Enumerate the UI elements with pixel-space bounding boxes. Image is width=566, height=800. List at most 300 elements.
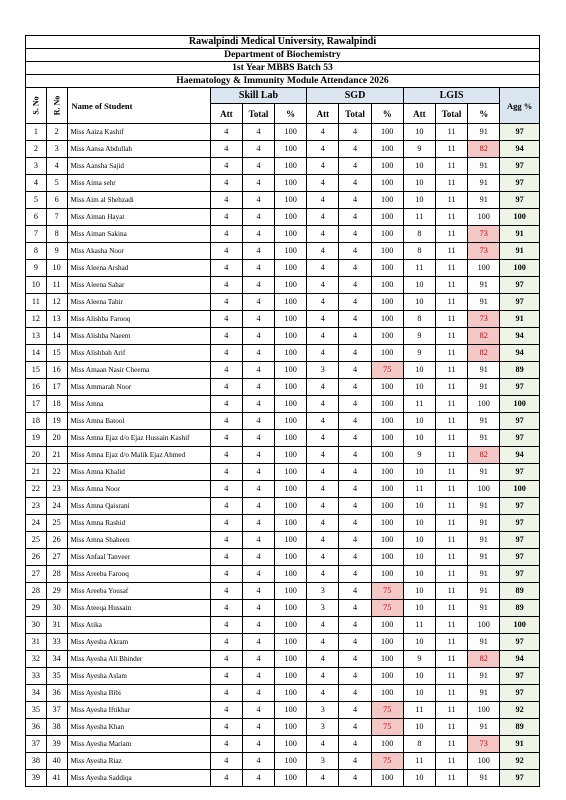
- sgd-pct-cell: 100: [371, 481, 403, 498]
- lgis-pct-cell: 91: [468, 379, 500, 396]
- skill-att-cell: 4: [210, 515, 242, 532]
- lgis-pct-cell: 91: [468, 362, 500, 379]
- sgd-pct-cell: 75: [371, 362, 403, 379]
- agg-cell: 97: [500, 549, 540, 566]
- r-no-cell: 12: [46, 294, 67, 311]
- lgis-pct-cell: 82: [468, 345, 500, 362]
- lgis-att-cell: 10: [403, 770, 435, 787]
- skill-total-cell: 4: [242, 192, 274, 209]
- skill-pct-cell: 100: [275, 209, 307, 226]
- s-no-cell: 34: [26, 685, 47, 702]
- lgis-total-cell: 11: [435, 583, 467, 600]
- skill-total-cell: 4: [242, 175, 274, 192]
- skill-total-cell: 4: [242, 345, 274, 362]
- lgis-att-cell: 9: [403, 141, 435, 158]
- university-title: Rawalpindi Medical University, Rawalpindi: [26, 36, 540, 49]
- table-row: [26, 328, 540, 345]
- lgis-att-cell: 8: [403, 736, 435, 753]
- student-name-cell: Miss Amna Rashid: [67, 515, 210, 532]
- lgis-att-cell: 8: [403, 243, 435, 260]
- skill-att-cell: 4: [210, 158, 242, 175]
- lgis-att-cell: 10: [403, 158, 435, 175]
- attendance-table: [25, 35, 540, 787]
- table-row: [26, 736, 540, 753]
- skill-att-cell: 4: [210, 209, 242, 226]
- lgis-att-cell: 10: [403, 532, 435, 549]
- sgd-pct-cell: 75: [371, 600, 403, 617]
- agg-cell: 91: [500, 311, 540, 328]
- r-no-cell: 21: [46, 447, 67, 464]
- table-row: [26, 447, 540, 464]
- agg-cell: 100: [500, 617, 540, 634]
- student-name-cell: Miss Ayesha Riaz: [67, 753, 210, 770]
- sgd-att-cell: 4: [307, 549, 339, 566]
- skill-total-cell: 4: [242, 277, 274, 294]
- sgd-total-cell: 4: [339, 345, 371, 362]
- r-no-cell: 30: [46, 600, 67, 617]
- agg-cell: 89: [500, 583, 540, 600]
- lgis-total-cell: 11: [435, 668, 467, 685]
- sgd-pct-cell: 75: [371, 583, 403, 600]
- sgd-total-cell: 4: [339, 294, 371, 311]
- skill-att-cell: 4: [210, 141, 242, 158]
- student-name-cell: Miss Aansha Sajid: [67, 158, 210, 175]
- sgd-pct-cell: 100: [371, 328, 403, 345]
- sgd-pct-cell: 100: [371, 413, 403, 430]
- skill-pct-cell: 100: [275, 481, 307, 498]
- sgd-pct-cell: 100: [371, 175, 403, 192]
- sgd-att-cell: 4: [307, 277, 339, 294]
- skill-total-cell: 4: [242, 498, 274, 515]
- lgis-total-cell: 11: [435, 277, 467, 294]
- skill-total-cell: 4: [242, 311, 274, 328]
- lgis-pct-cell: 100: [468, 702, 500, 719]
- sgd-pct-cell: 100: [371, 311, 403, 328]
- student-name-cell: Miss Aiman Sakina: [67, 226, 210, 243]
- sgd-pct-cell: 100: [371, 124, 403, 141]
- agg-cell: 97: [500, 175, 540, 192]
- student-name-cell: Miss Alishba Farooq: [67, 311, 210, 328]
- table-row: [26, 396, 540, 413]
- s-no-cell: 5: [26, 192, 47, 209]
- s-no-cell: 39: [26, 770, 47, 787]
- lgis-total-cell: 11: [435, 430, 467, 447]
- lgis-pct-cell: 100: [468, 260, 500, 277]
- sgd-pct-cell: 100: [371, 158, 403, 175]
- col-r-no-label: R. No: [52, 95, 62, 116]
- lgis-att-cell: 10: [403, 175, 435, 192]
- r-no-cell: 24: [46, 498, 67, 515]
- r-no-cell: 26: [46, 532, 67, 549]
- agg-cell: 91: [500, 226, 540, 243]
- lgis-total-cell: 11: [435, 566, 467, 583]
- sgd-att-cell: 4: [307, 396, 339, 413]
- sgd-total-cell: 4: [339, 141, 371, 158]
- skill-att-cell: 4: [210, 634, 242, 651]
- sgd-att-cell: 4: [307, 158, 339, 175]
- skill-att-cell: 4: [210, 413, 242, 430]
- sgd-total-cell: 4: [339, 396, 371, 413]
- r-no-cell: 5: [46, 175, 67, 192]
- skill-att-cell: 4: [210, 753, 242, 770]
- sgd-pct-cell: 100: [371, 532, 403, 549]
- col-total: Total: [435, 104, 467, 124]
- skill-att-cell: 4: [210, 124, 242, 141]
- lgis-att-cell: 10: [403, 498, 435, 515]
- student-name-cell: Miss Amna Khalid: [67, 464, 210, 481]
- agg-cell: 97: [500, 464, 540, 481]
- lgis-att-cell: 10: [403, 379, 435, 396]
- agg-cell: 91: [500, 243, 540, 260]
- skill-total-cell: 4: [242, 549, 274, 566]
- sgd-att-cell: 4: [307, 566, 339, 583]
- student-name-cell: Miss Ayesha Iftikhar: [67, 702, 210, 719]
- skill-att-cell: 4: [210, 464, 242, 481]
- student-name-cell: Miss Ateeqa Hussain: [67, 600, 210, 617]
- agg-cell: 100: [500, 260, 540, 277]
- sgd-total-cell: 4: [339, 753, 371, 770]
- skill-pct-cell: 100: [275, 226, 307, 243]
- skill-att-cell: 4: [210, 770, 242, 787]
- skill-pct-cell: 100: [275, 634, 307, 651]
- s-no-cell: 38: [26, 753, 47, 770]
- sgd-att-cell: 4: [307, 736, 339, 753]
- s-no-cell: 7: [26, 226, 47, 243]
- r-no-cell: 39: [46, 736, 67, 753]
- student-name-cell: Miss Amna: [67, 396, 210, 413]
- sgd-att-cell: 3: [307, 600, 339, 617]
- lgis-total-cell: 11: [435, 515, 467, 532]
- skill-att-cell: 4: [210, 583, 242, 600]
- sgd-total-cell: 4: [339, 600, 371, 617]
- sgd-total-cell: 4: [339, 243, 371, 260]
- skill-total-cell: 4: [242, 413, 274, 430]
- skill-att-cell: 4: [210, 481, 242, 498]
- skill-att-cell: 4: [210, 311, 242, 328]
- lgis-pct-cell: 91: [468, 515, 500, 532]
- col-s-no-label: S. No: [31, 96, 41, 115]
- skill-pct-cell: 100: [275, 651, 307, 668]
- sgd-total-cell: 4: [339, 226, 371, 243]
- lgis-att-cell: 11: [403, 702, 435, 719]
- skill-att-cell: 4: [210, 651, 242, 668]
- sgd-pct-cell: 100: [371, 260, 403, 277]
- skill-att-cell: 4: [210, 549, 242, 566]
- table-row: [26, 515, 540, 532]
- lgis-att-cell: 11: [403, 260, 435, 277]
- r-no-cell: 11: [46, 277, 67, 294]
- table-row: [26, 362, 540, 379]
- r-no-cell: 33: [46, 634, 67, 651]
- lgis-att-cell: 10: [403, 549, 435, 566]
- sgd-pct-cell: 100: [371, 668, 403, 685]
- student-name-cell: Miss Ayesha Ali Bhinder: [67, 651, 210, 668]
- sgd-att-cell: 4: [307, 226, 339, 243]
- skill-att-cell: 4: [210, 617, 242, 634]
- skill-pct-cell: 100: [275, 736, 307, 753]
- table-row: [26, 141, 540, 158]
- lgis-att-cell: 10: [403, 583, 435, 600]
- student-name-cell: Miss Ayesha Akram: [67, 634, 210, 651]
- skill-att-cell: 4: [210, 668, 242, 685]
- sgd-att-cell: 4: [307, 481, 339, 498]
- lgis-total-cell: 11: [435, 175, 467, 192]
- s-no-cell: 37: [26, 736, 47, 753]
- skill-pct-cell: 100: [275, 328, 307, 345]
- sgd-pct-cell: 100: [371, 345, 403, 362]
- skill-pct-cell: 100: [275, 566, 307, 583]
- sgd-pct-cell: 100: [371, 379, 403, 396]
- skill-pct-cell: 100: [275, 464, 307, 481]
- student-name-cell: Miss Amna Ejaz d/o Ejaz Hussain Kashif: [67, 430, 210, 447]
- student-name-cell: Miss Amna Noor: [67, 481, 210, 498]
- agg-cell: 92: [500, 702, 540, 719]
- s-no-cell: 27: [26, 566, 47, 583]
- s-no-cell: 4: [26, 175, 47, 192]
- lgis-pct-cell: 91: [468, 583, 500, 600]
- student-name-cell: Miss Amna Batool: [67, 413, 210, 430]
- lgis-pct-cell: 91: [468, 566, 500, 583]
- sgd-pct-cell: 100: [371, 498, 403, 515]
- s-no-cell: 22: [26, 481, 47, 498]
- module-title: Haematology & Immunity Module Attendance 2026: [26, 75, 540, 88]
- agg-cell: 97: [500, 566, 540, 583]
- student-name-cell: Miss Alishbah Arif: [67, 345, 210, 362]
- s-no-cell: 14: [26, 345, 47, 362]
- skill-pct-cell: 100: [275, 719, 307, 736]
- skill-att-cell: 4: [210, 600, 242, 617]
- lgis-total-cell: 11: [435, 192, 467, 209]
- lgis-pct-cell: 73: [468, 243, 500, 260]
- sgd-att-cell: 4: [307, 464, 339, 481]
- s-no-cell: 2: [26, 141, 47, 158]
- r-no-cell: 10: [46, 260, 67, 277]
- r-no-cell: 41: [46, 770, 67, 787]
- skill-pct-cell: 100: [275, 124, 307, 141]
- sgd-total-cell: 4: [339, 651, 371, 668]
- table-row: [26, 634, 540, 651]
- agg-cell: 97: [500, 532, 540, 549]
- sgd-pct-cell: 100: [371, 277, 403, 294]
- lgis-att-cell: 8: [403, 226, 435, 243]
- lgis-total-cell: 11: [435, 294, 467, 311]
- sgd-pct-cell: 100: [371, 192, 403, 209]
- agg-cell: 97: [500, 668, 540, 685]
- skill-att-cell: 4: [210, 379, 242, 396]
- col-name: Name of Student: [67, 88, 210, 124]
- sgd-pct-cell: 100: [371, 447, 403, 464]
- skill-total-cell: 4: [242, 770, 274, 787]
- lgis-total-cell: 11: [435, 124, 467, 141]
- lgis-total-cell: 11: [435, 600, 467, 617]
- sgd-att-cell: 4: [307, 617, 339, 634]
- lgis-pct-cell: 73: [468, 736, 500, 753]
- student-name-cell: Miss Ayesha Aslam: [67, 668, 210, 685]
- table-row: [26, 770, 540, 787]
- lgis-total-cell: 11: [435, 260, 467, 277]
- skill-att-cell: 4: [210, 532, 242, 549]
- lgis-pct-cell: 100: [468, 753, 500, 770]
- sgd-total-cell: 4: [339, 668, 371, 685]
- table-row: [26, 209, 540, 226]
- lgis-pct-cell: 91: [468, 668, 500, 685]
- lgis-total-cell: 11: [435, 311, 467, 328]
- sgd-att-cell: 3: [307, 719, 339, 736]
- sgd-att-cell: 4: [307, 515, 339, 532]
- lgis-pct-cell: 91: [468, 719, 500, 736]
- student-name-cell: Miss Aleena Arshad: [67, 260, 210, 277]
- col-r-no: [46, 88, 67, 124]
- col-pct: %: [371, 104, 403, 124]
- table-row: [26, 430, 540, 447]
- student-name-cell: Miss Atika: [67, 617, 210, 634]
- agg-cell: 94: [500, 447, 540, 464]
- col-total: Total: [242, 104, 274, 124]
- lgis-pct-cell: 91: [468, 532, 500, 549]
- sgd-att-cell: 4: [307, 532, 339, 549]
- s-no-cell: 11: [26, 294, 47, 311]
- skill-pct-cell: 100: [275, 277, 307, 294]
- skill-total-cell: 4: [242, 515, 274, 532]
- lgis-pct-cell: 91: [468, 430, 500, 447]
- lgis-pct-cell: 82: [468, 651, 500, 668]
- student-name-cell: Miss Ammarah Noor: [67, 379, 210, 396]
- skill-pct-cell: 100: [275, 430, 307, 447]
- table-row: [26, 413, 540, 430]
- col-att: Att: [403, 104, 435, 124]
- col-agg: Agg %: [500, 88, 540, 124]
- student-name-cell: Miss Areeba Farooq: [67, 566, 210, 583]
- agg-cell: 89: [500, 719, 540, 736]
- agg-cell: 97: [500, 413, 540, 430]
- lgis-att-cell: 11: [403, 617, 435, 634]
- sgd-att-cell: 3: [307, 702, 339, 719]
- skill-total-cell: 4: [242, 583, 274, 600]
- table-row: [26, 651, 540, 668]
- table-row: [26, 379, 540, 396]
- lgis-pct-cell: 73: [468, 226, 500, 243]
- student-name-cell: Miss Akasha Noor: [67, 243, 210, 260]
- r-no-cell: 19: [46, 413, 67, 430]
- agg-cell: 97: [500, 124, 540, 141]
- skill-att-cell: 4: [210, 260, 242, 277]
- sgd-total-cell: 4: [339, 379, 371, 396]
- r-no-cell: 2: [46, 124, 67, 141]
- table-row: [26, 532, 540, 549]
- skill-total-cell: 4: [242, 481, 274, 498]
- sgd-att-cell: 4: [307, 770, 339, 787]
- skill-total-cell: 4: [242, 226, 274, 243]
- lgis-total-cell: 11: [435, 719, 467, 736]
- s-no-cell: 6: [26, 209, 47, 226]
- lgis-att-cell: 10: [403, 634, 435, 651]
- skill-total-cell: 4: [242, 702, 274, 719]
- s-no-cell: 26: [26, 549, 47, 566]
- s-no-cell: 28: [26, 583, 47, 600]
- skill-total-cell: 4: [242, 719, 274, 736]
- table-row: [26, 277, 540, 294]
- r-no-cell: 25: [46, 515, 67, 532]
- s-no-cell: 20: [26, 447, 47, 464]
- r-no-cell: 8: [46, 226, 67, 243]
- sgd-total-cell: 4: [339, 277, 371, 294]
- sgd-att-cell: 4: [307, 668, 339, 685]
- student-name-cell: Miss Ayesha Bibi: [67, 685, 210, 702]
- table-row: [26, 260, 540, 277]
- student-name-cell: Miss Anfaal Tanveer: [67, 549, 210, 566]
- sgd-pct-cell: 100: [371, 770, 403, 787]
- sgd-total-cell: 4: [339, 413, 371, 430]
- skill-pct-cell: 100: [275, 685, 307, 702]
- sgd-pct-cell: 100: [371, 634, 403, 651]
- skill-pct-cell: 100: [275, 498, 307, 515]
- sgd-total-cell: 4: [339, 532, 371, 549]
- student-name-cell: Miss Amna Ejaz d/o Malik Ejaz Ahmed: [67, 447, 210, 464]
- skill-pct-cell: 100: [275, 702, 307, 719]
- table-body: [26, 124, 540, 787]
- agg-cell: 100: [500, 209, 540, 226]
- lgis-total-cell: 11: [435, 617, 467, 634]
- r-no-cell: 13: [46, 311, 67, 328]
- r-no-cell: 3: [46, 141, 67, 158]
- lgis-pct-cell: 91: [468, 549, 500, 566]
- agg-cell: 100: [500, 396, 540, 413]
- skill-total-cell: 4: [242, 430, 274, 447]
- s-no-cell: 15: [26, 362, 47, 379]
- lgis-pct-cell: 91: [468, 464, 500, 481]
- sgd-total-cell: 4: [339, 430, 371, 447]
- sgd-pct-cell: 100: [371, 651, 403, 668]
- lgis-pct-cell: 91: [468, 124, 500, 141]
- agg-cell: 89: [500, 362, 540, 379]
- table-row: [26, 294, 540, 311]
- skill-att-cell: 4: [210, 243, 242, 260]
- lgis-att-cell: 9: [403, 328, 435, 345]
- sgd-att-cell: 3: [307, 583, 339, 600]
- student-name-cell: Miss Aleena Tahir: [67, 294, 210, 311]
- r-no-cell: 23: [46, 481, 67, 498]
- student-name-cell: Miss Aleena Sahar: [67, 277, 210, 294]
- agg-cell: 92: [500, 753, 540, 770]
- sgd-att-cell: 4: [307, 243, 339, 260]
- s-no-cell: 12: [26, 311, 47, 328]
- r-no-cell: 7: [46, 209, 67, 226]
- agg-cell: 94: [500, 328, 540, 345]
- sgd-total-cell: 4: [339, 702, 371, 719]
- lgis-total-cell: 11: [435, 141, 467, 158]
- s-no-cell: 31: [26, 634, 47, 651]
- table-row: [26, 124, 540, 141]
- sgd-att-cell: 4: [307, 311, 339, 328]
- lgis-pct-cell: 91: [468, 685, 500, 702]
- group-skill-lab: Skill Lab: [210, 88, 307, 104]
- skill-total-cell: 4: [242, 685, 274, 702]
- lgis-total-cell: 11: [435, 209, 467, 226]
- lgis-total-cell: 11: [435, 464, 467, 481]
- table-row: [26, 192, 540, 209]
- table-row: [26, 617, 540, 634]
- col-total: Total: [339, 104, 371, 124]
- agg-cell: 94: [500, 345, 540, 362]
- col-att: Att: [210, 104, 242, 124]
- sgd-total-cell: 4: [339, 566, 371, 583]
- lgis-att-cell: 10: [403, 668, 435, 685]
- skill-att-cell: 4: [210, 702, 242, 719]
- lgis-total-cell: 11: [435, 702, 467, 719]
- student-name-cell: Miss Amna Shaheen: [67, 532, 210, 549]
- sgd-pct-cell: 75: [371, 702, 403, 719]
- s-no-cell: 9: [26, 260, 47, 277]
